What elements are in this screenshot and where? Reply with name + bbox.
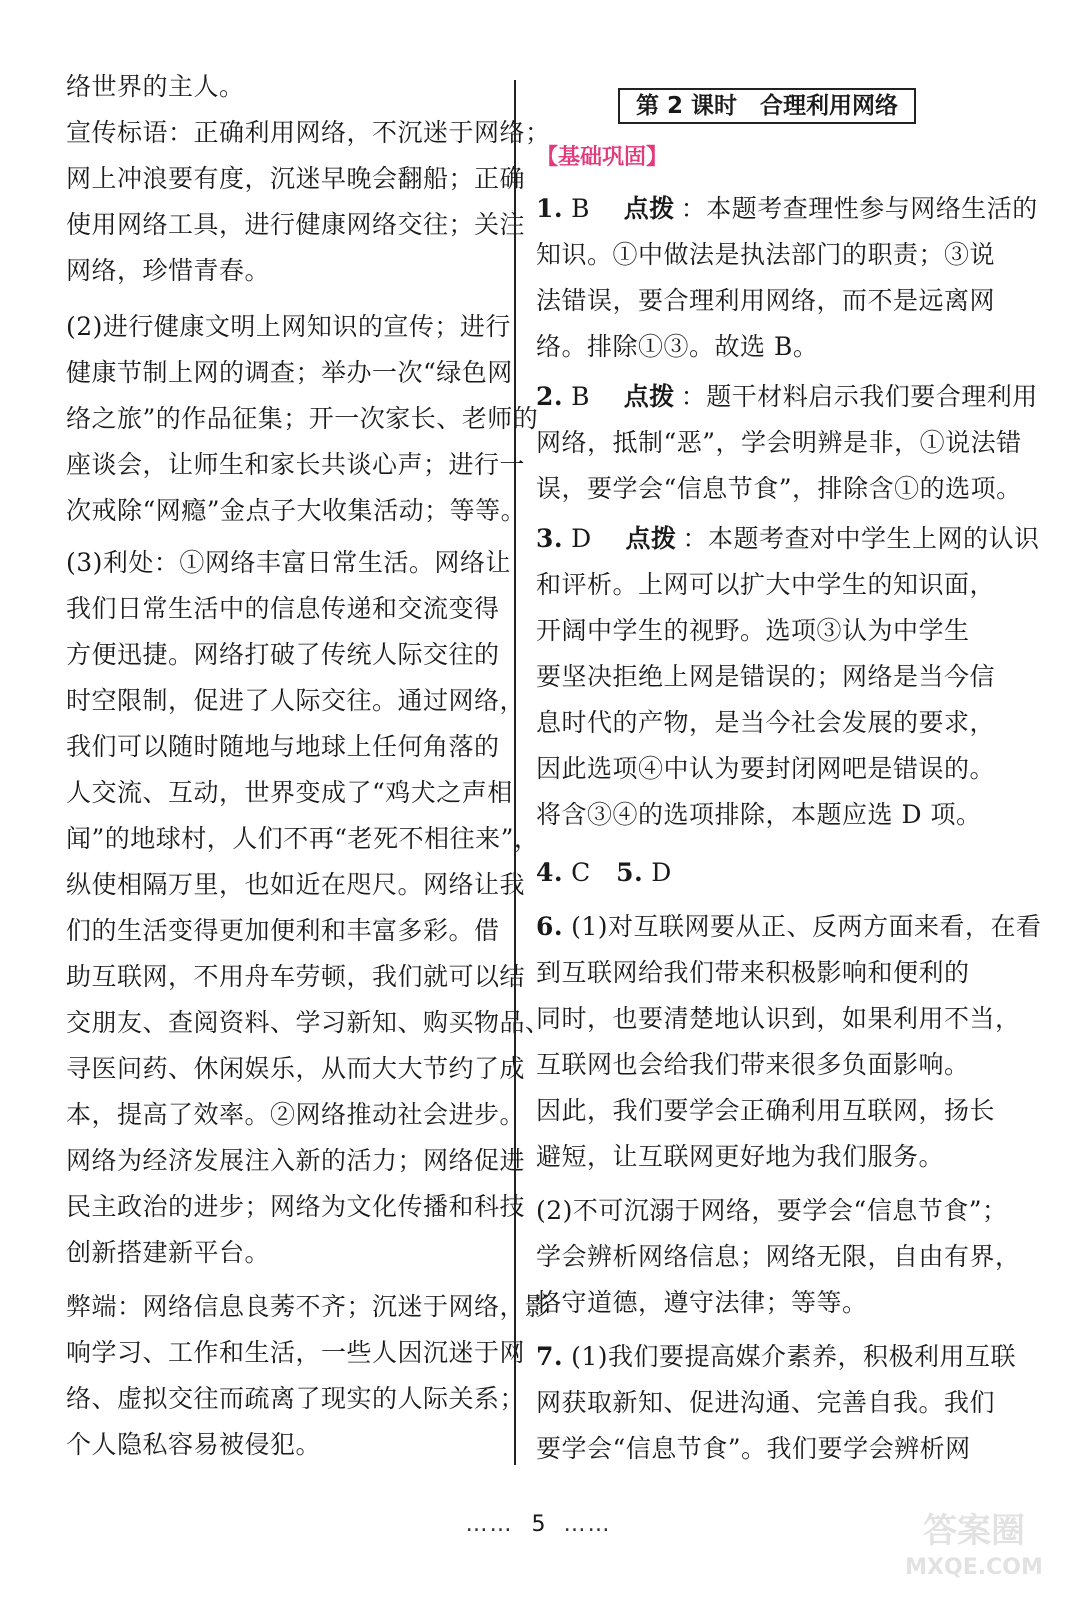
section-tag: 【基础巩固】: [536, 145, 669, 170]
text-line: 响学习、工作和生活，一些人因沉迷于网: [66, 1338, 526, 1367]
lesson-title: 第 2 课时 合理利用网络: [618, 88, 916, 124]
answer-choice: B: [571, 382, 590, 411]
text-line: 方便迅捷。网络打破了传统人际交往的: [66, 640, 500, 669]
text-line: 息时代的产物，是当今社会发展的要求，: [536, 708, 996, 737]
text-line: 误，要学会“信息节食”，排除含①的选项。: [536, 474, 1022, 503]
question-number: 2.: [536, 382, 564, 411]
text-line: 民主政治的进步；网络为文化传播和科技: [66, 1192, 526, 1221]
text-line: 我们日常生活中的信息传递和交流变得: [66, 594, 500, 623]
text-line: 互联网也会给我们带来很多负面影响。: [536, 1050, 970, 1079]
text-line: 学会辨析网络信息；网络无限，自由有界，: [536, 1242, 1021, 1271]
text-line: 时空限制，促进了人际交往。通过网络，: [66, 686, 526, 715]
answer-item: [536, 1342, 1016, 1372]
text-line: 因此，我们要学会正确利用互联网，扬长: [536, 1096, 996, 1125]
text-line: 和评析。上网可以扩大中学生的知识面，: [536, 570, 996, 599]
text-line: 寻医问药、休闲娱乐，从而大大节约了成: [66, 1054, 526, 1083]
question-number: 7.: [536, 1342, 564, 1371]
answer-text: ：本题考查理性参与网络生活的: [680, 194, 1038, 223]
watermark-logo: [889, 1502, 1059, 1582]
text-line: 我们可以随时随地与地球上任何角落的: [66, 732, 500, 761]
text-line: 网获取新知、促进沟通、完善自我。我们: [536, 1388, 996, 1417]
text-line: 纵使相隔万里，也如近在咫尺。网络让我: [66, 870, 526, 899]
answer-text: (1)对互联网要从正、反两方面来看，在看: [571, 912, 1042, 941]
answer-item: [536, 858, 672, 888]
text-line: 闻”的地球村，人们不再“老死不相往来”，: [66, 824, 540, 853]
text-line: 法错误，要合理利用网络，而不是远离网: [536, 286, 996, 315]
text-line: 同时，也要清楚地认识到，如果利用不当，: [536, 1004, 1021, 1033]
answer-choice: C: [571, 858, 591, 887]
text-line: 健康节制上网的调查；举办一次“绿色网: [66, 358, 513, 387]
text-line: 创新搭建新平台。: [66, 1238, 271, 1267]
answer-item: [536, 524, 1039, 554]
text-line: 知识。①中做法是执法部门的职责；③说: [536, 240, 996, 269]
question-number: 3.: [536, 524, 564, 553]
footer-dots: ……: [465, 1512, 514, 1537]
text-line: 次戒除“网瘾”金点子大收集活动；等等。: [66, 496, 527, 525]
text-line: 因此选项④中认为要封闭网吧是错误的。: [536, 754, 996, 783]
text-line: 将含③④的选项排除，本题应选 D 项。: [536, 800, 982, 829]
watermark-text-top: 答案圈: [923, 1511, 1025, 1551]
answer-choice: D: [571, 524, 592, 553]
text-line: 避短，让互联网更好地为我们服务。: [536, 1142, 945, 1171]
text-line: 恪守道德，遵守法律；等等。: [536, 1288, 868, 1317]
text-line: 使用网络工具，进行健康网络交往；关注: [66, 210, 526, 239]
text-line: 交朋友、查阅资料、学习新知、购买物品、: [66, 1008, 551, 1037]
text-line: 络之旅”的作品征集；开一次家长、老师的: [66, 404, 539, 433]
text-line: 网络，珍惜青春。: [66, 256, 271, 285]
text-line: 网上冲浪要有度，沉迷早晚会翻船；正确: [66, 164, 526, 193]
text-line: 络世界的主人。: [66, 72, 245, 101]
text-line: 到互联网给我们带来积极影响和便利的: [536, 958, 970, 987]
text-line: (2)不可沉溺于网络，要学会“信息节食”；: [536, 1196, 1008, 1225]
text-line: 开阔中学生的视野。选项③认为中学生: [536, 616, 970, 645]
answer-text: ：题干材料启示我们要合理利用: [680, 382, 1038, 411]
text-line: 络、虚拟交往而疏离了现实的人际关系；: [66, 1384, 526, 1413]
answer-item: [536, 912, 1042, 942]
text-line: 们的生活变得更加便利和丰富多彩。借: [66, 916, 500, 945]
text-line: 助互联网，不用舟车劳顿，我们就可以结: [66, 962, 526, 991]
text-line: 人交流、互动，世界变成了“鸡犬之声相: [66, 778, 513, 807]
question-number: 6.: [536, 912, 564, 941]
text-line: 网络，抵制“恶”，学会明辨是非，①说法错: [536, 428, 1022, 457]
hint-label: 点拨: [623, 194, 675, 223]
text-line: (2)进行健康文明上网知识的宣传；进行: [66, 312, 511, 341]
answer-text: (1)我们要提高媒介素养，积极利用互联: [571, 1342, 1017, 1371]
answer-choice: D: [651, 858, 672, 887]
answer-text: ：本题考查对中学生上网的认识: [682, 524, 1040, 553]
answer-item: [536, 194, 1038, 224]
page-number: 5: [531, 1512, 546, 1537]
hint-label: 点拨: [625, 524, 677, 553]
question-number: 1.: [536, 194, 564, 223]
question-number: 5.: [616, 858, 644, 887]
text-line: 座谈会，让师生和家长共谈心声；进行一: [66, 450, 526, 479]
footer-dots: ……: [563, 1512, 612, 1537]
question-number: 4.: [536, 858, 564, 887]
hint-label: 点拨: [623, 382, 675, 411]
text-line: 弊端：网络信息良莠不齐；沉迷于网络，影: [66, 1292, 551, 1321]
watermark-text-bottom: MXQE.COM: [905, 1555, 1043, 1580]
text-line: 络。排除①③。故选 B。: [536, 332, 819, 361]
text-line: 本，提高了效率。②网络推动社会进步。: [66, 1100, 526, 1129]
text-line: 个人隐私容易被侵犯。: [66, 1430, 322, 1459]
answer-item: [536, 382, 1038, 412]
column-divider: [514, 80, 516, 1465]
text-line: 要坚决拒绝上网是错误的；网络是当今信: [536, 662, 996, 691]
text-line: 宣传标语：正确利用网络，不沉迷于网络；: [66, 118, 551, 147]
answer-choice: B: [571, 194, 590, 223]
text-line: (3)利处：①网络丰富日常生活。网络让: [66, 548, 511, 577]
text-line: 网络为经济发展注入新的活力；网络促进: [66, 1146, 526, 1175]
text-line: 要学会“信息节食”。我们要学会辨析网: [536, 1434, 971, 1463]
